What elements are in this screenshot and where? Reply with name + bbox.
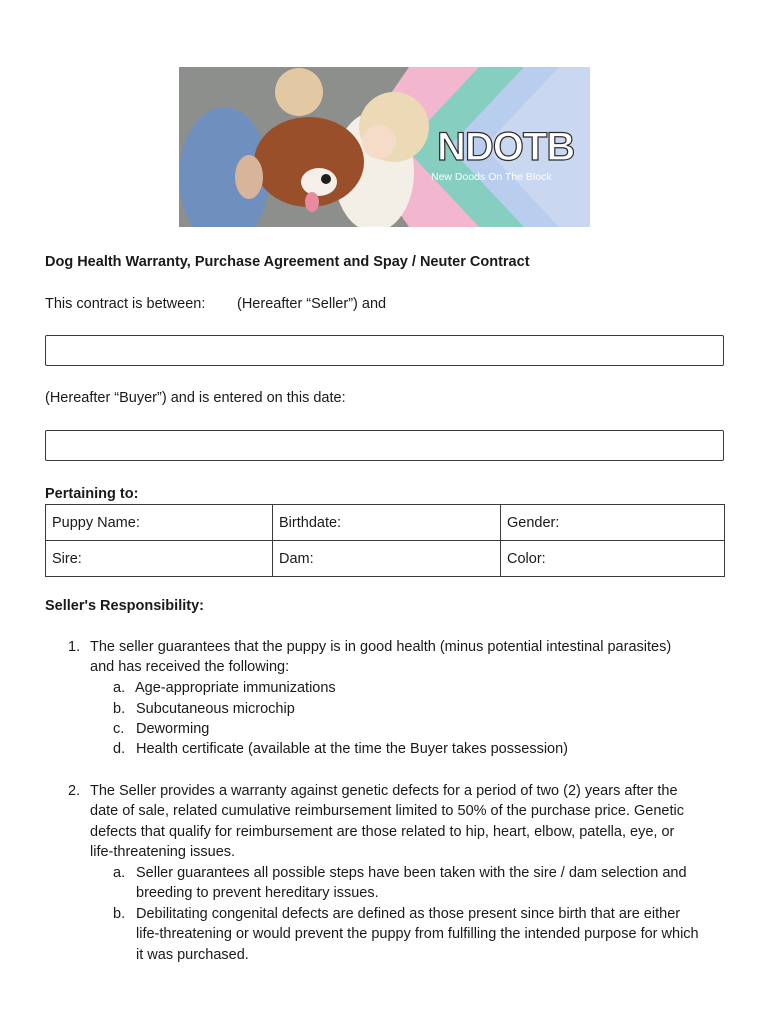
list-number: 2. bbox=[68, 783, 81, 799]
sub-item-text: breeding to prevent hereditary issues. bbox=[136, 885, 379, 901]
child-hair bbox=[275, 68, 323, 116]
sub-letter: b. bbox=[113, 701, 126, 717]
list-item-text: The seller guarantees that the puppy is in good health (minus potential intestinal parasites) bbox=[90, 639, 672, 655]
sub-letter: d. bbox=[113, 741, 126, 757]
date-field[interactable] bbox=[45, 430, 724, 461]
table-row bbox=[46, 541, 725, 577]
birthdate-cell[interactable]: Birthdate: bbox=[273, 505, 501, 541]
sub-letter: a. bbox=[113, 865, 126, 881]
list-item-text: and has received the following: bbox=[90, 659, 290, 675]
list-item-text: The Seller provides a warranty against genetic defects for a period of two (2) years after the bbox=[90, 783, 678, 799]
sub-letter: b. bbox=[113, 906, 126, 922]
sub-item-text: Subcutaneous microchip bbox=[136, 701, 295, 717]
sub-letter: a. bbox=[113, 680, 126, 696]
sub-item-text: Seller guarantees all possible steps have been taken with the sire / dam selection and bbox=[136, 865, 687, 881]
puppy-name-cell[interactable]: Puppy Name: bbox=[46, 505, 273, 541]
sub-item-text: Deworming bbox=[136, 721, 210, 737]
banner-graphic bbox=[179, 67, 590, 227]
sub-item-text: life-threatening or would prevent the puppy from fulfilling the intended purpose for which bbox=[136, 926, 699, 942]
buyer-name-field[interactable] bbox=[45, 335, 724, 366]
header-banner bbox=[179, 67, 590, 227]
buyer-label: (Hereafter “Buyer”) and is entered on this date: bbox=[45, 390, 346, 406]
sub-item-text: Age-appropriate immunizations bbox=[135, 680, 336, 696]
sub-item-text: Health certificate (available at the time the Buyer takes possession) bbox=[136, 741, 568, 757]
list-item-text: life-threatening issues. bbox=[90, 844, 236, 860]
logo-text: NDOTB bbox=[437, 125, 575, 169]
sub-item-text: it was purchased. bbox=[136, 947, 249, 963]
document-title: Dog Health Warranty, Purchase Agreement and Spay / Neuter Contract bbox=[45, 254, 530, 270]
list-number: 1. bbox=[68, 639, 81, 655]
logo-tagline: New Doods On The Block bbox=[431, 171, 552, 183]
seller-responsibility-heading: Seller's Responsibility: bbox=[45, 598, 204, 614]
table-row bbox=[46, 505, 725, 541]
sire-cell[interactable]: Sire: bbox=[46, 541, 273, 577]
between-label: This contract is between: bbox=[45, 296, 206, 312]
sub-letter: c. bbox=[113, 721, 125, 737]
pertaining-heading: Pertaining to: bbox=[45, 486, 139, 502]
sub-item-text: Debilitating congenital defects are defined as those present since birth that are either bbox=[136, 906, 681, 922]
puppy-info-table bbox=[45, 504, 725, 577]
color-cell[interactable]: Color: bbox=[501, 541, 725, 577]
dam-cell[interactable]: Dam: bbox=[273, 541, 501, 577]
list-item-text: defects that qualify for reimbursement are those related to hip, heart, elbow, patella, eye, or bbox=[90, 824, 675, 840]
seller-label: (Hereafter “Seller”) and bbox=[237, 296, 387, 312]
list-item-text: date of sale, related cumulative reimbursement limited to 50% of the purchase price. Genetic bbox=[90, 803, 684, 819]
gender-cell[interactable]: Gender: bbox=[501, 505, 725, 541]
